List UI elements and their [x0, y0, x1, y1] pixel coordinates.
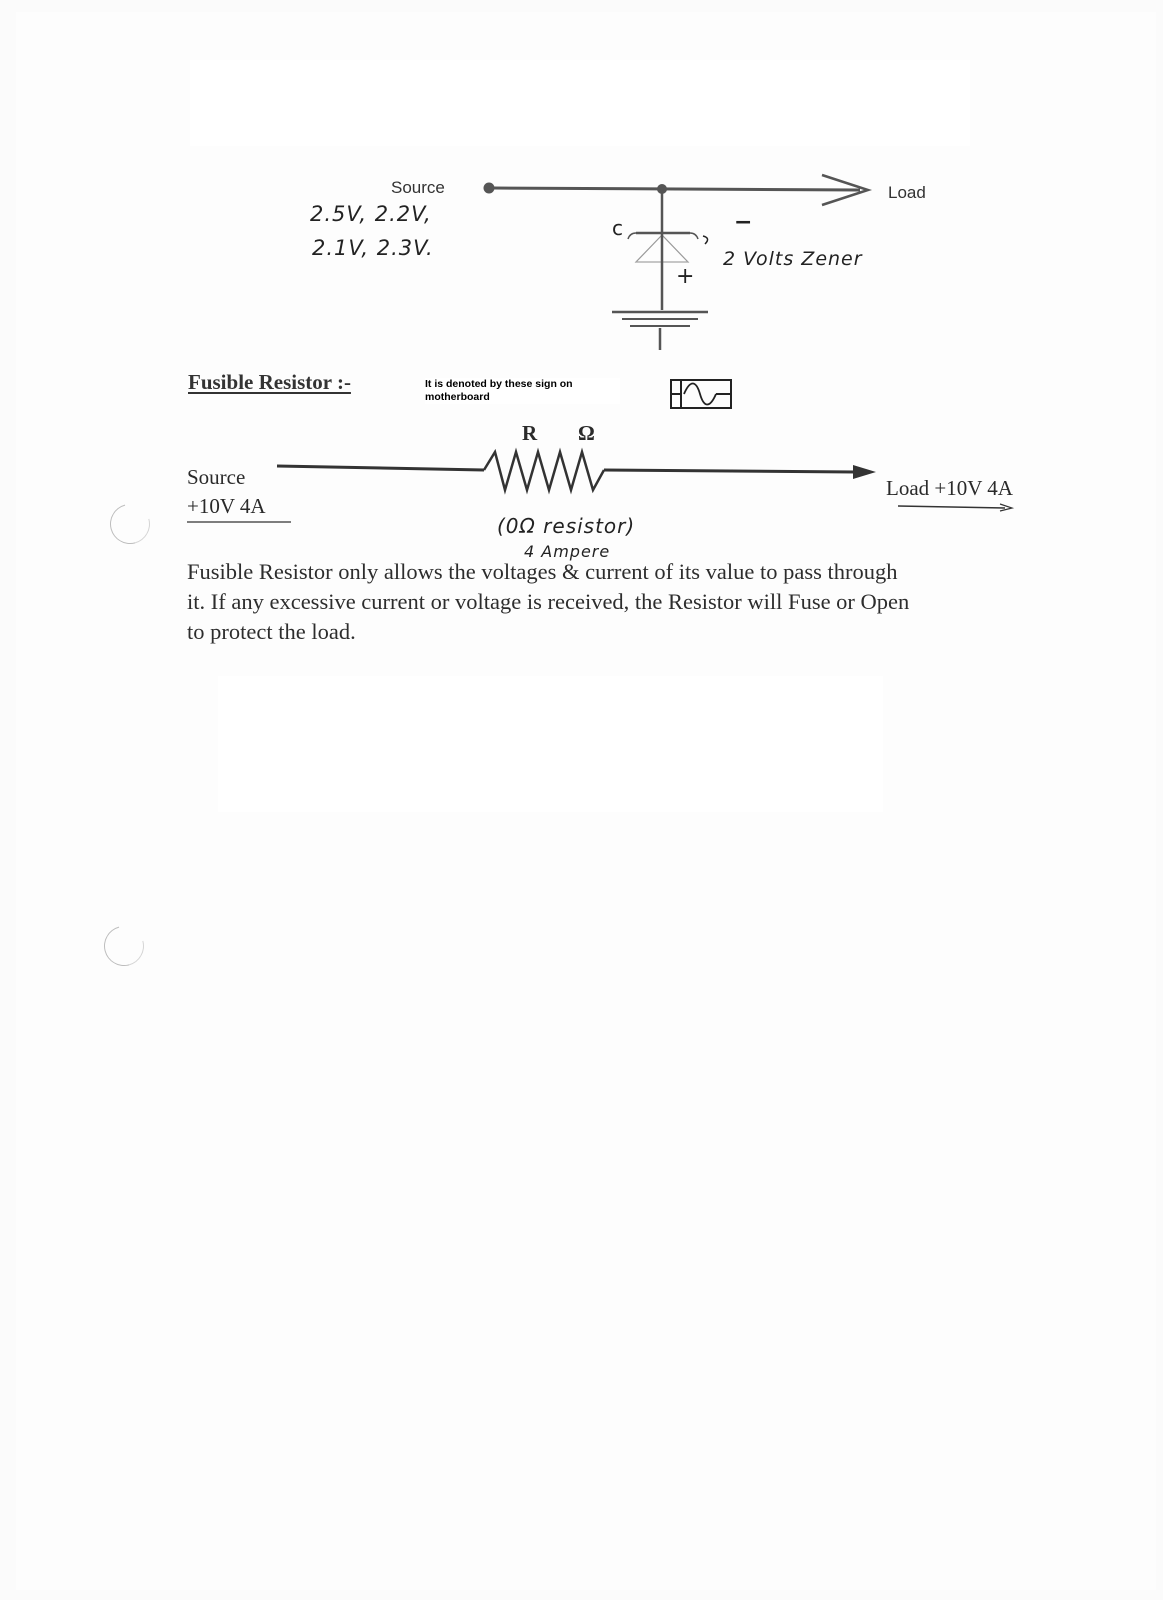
resistor-r-label: R [522, 421, 538, 445]
symbol-note-line2: motherboard [425, 391, 490, 403]
voltage-note-line1: 2.5V, 2.2V, [310, 202, 432, 226]
resistor-zigzag [484, 452, 604, 490]
zener-load-label: Load [888, 183, 926, 202]
resistor-load-label: Load +10V 4A [886, 476, 1013, 500]
load-arrowhead [853, 465, 876, 479]
load-wire [604, 470, 855, 472]
zener-plus-mark: + [676, 264, 696, 289]
resistor-note-line1: (0Ω resistor) [497, 514, 636, 538]
cathode-hook-mark [703, 236, 708, 244]
zener-voltage-note: 2 Volts Zener [723, 248, 863, 270]
description-paragraph [187, 557, 1067, 647]
source-terminal [484, 183, 495, 194]
zener-source-label: Source [391, 178, 445, 197]
symbol-note-line1: It is denoted by these sign on [425, 378, 573, 390]
voltage-note-line2: 2.1V, 2.3V. [312, 236, 434, 260]
resistor-source-label: Source [187, 465, 246, 489]
section-title: Fusible Resistor :- [188, 370, 351, 394]
resistor-note-line2: 4 Ampere [524, 542, 611, 561]
cathode-mark: c [612, 216, 624, 240]
fusible-resistor-symbol-icon [671, 380, 731, 408]
description-line1: Fusible Resistor only allows the voltages & current of its value to pass through [187, 559, 898, 584]
description-line3: to protect the load. [187, 619, 356, 644]
main-wire [494, 188, 860, 190]
zener-minus-mark: − [734, 210, 754, 235]
load-underline [898, 506, 1005, 508]
source-wire [277, 466, 484, 470]
description-line2: it. If any excessive current or voltage is received, the Resistor will Fuse or Open [187, 589, 910, 614]
symbol-note [425, 378, 620, 404]
resistor-source-rating: +10V 4A [187, 494, 266, 518]
resistor-ohm-label: Ω [578, 421, 595, 445]
